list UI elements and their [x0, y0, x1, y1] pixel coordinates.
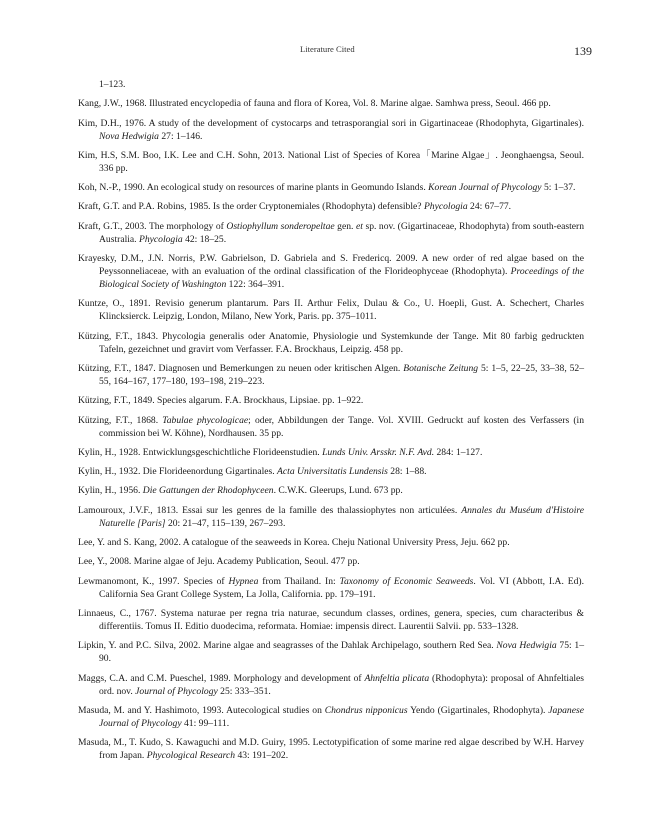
- reference-item: Lee, Y., 2008. Marine algae of Jeju. Academy Publication, Seoul. 477 pp.: [78, 556, 360, 568]
- running-head-title: Literature Cited: [300, 44, 355, 54]
- reference-item: Lewmanomont, K., 1997. Species of Hypnea from Thailand. In: Taxonomy of Economic Seaweeds. Vol. VI (Abbott, I.A. Ed). California Sea Grant College System, La Jolla, California. pp. 179–191.: [78, 575, 584, 600]
- reference-item: Kylin, H., 1932. Die Florideenordung Gigartinales. Acta Universitatis Lundensis 28: 1–88.: [78, 466, 427, 478]
- reference-item: Kylin, H., 1956. Die Gattungen der Rhodophyceen. C.W.K. Gleerups, Lund. 673 pp.: [78, 485, 403, 497]
- reference-item: Kuntze, O., 1891. Revisio generum plantarum. Pars II. Arthur Felix, Dulau & Co., U. Hoepli, Gust. A. Schechert, Charles Klincksierck. Leipzig, London, Milano, New York, Paris. pp. 375–1011.: [78, 298, 584, 323]
- reference-continuation: 1–123.: [99, 79, 126, 90]
- page-number: 139: [574, 44, 592, 58]
- reference-item: Masuda, M., T. Kudo, S. Kawaguchi and M.D. Guiry, 1995. Lectotypification of some marine red algae described by W.H. Harvey from Japan. Phycological Research 43: 191–202.: [78, 737, 584, 762]
- reference-item: Maggs, C.A. and C.M. Pueschel, 1989. Morphology and development of Ahnfeltia plicata (Rhodophyta): proposal of Ahnfeltiales ord. nov. Journal of Phycology 25: 333–351.: [78, 672, 584, 697]
- reference-list: [78, 78, 584, 768]
- reference-item: Krayesky, D.M., J.N. Norris, P.W. Gabrielson, D. Gabriela and S. Fredericq. 2009. A new order of red algae based on the Peyssonneliaceae, with an evaluation of the ordinal classification of the Florideophyceae (Rhodophyta). Proceedings of the Biological Society of Washington 122: 364–391.: [78, 253, 584, 291]
- reference-item: Linnaeus, C., 1767. Systema naturae per regna tria naturae, secundum classes, ordines, genera, species, cum characteribus & differentiis. Tomus II. Editio duodecima, reformata. Homiae: impensis direct. Laurentii Salvii. pp. 533–1328.: [78, 607, 584, 632]
- reference-item: Kraft, G.T. and P.A. Robins, 1985. Is the order Cryptonemiales (Rhodophyta) defensible? Phycologia 24: 67–77.: [78, 201, 512, 213]
- reference-item: Kraft, G.T., 2003. The morphology of Ostiophyllum sonderopeltae gen. et sp. nov. (Gigartinaceae, Rhodophyta) from south-eastern Australia. Phycologia 42: 18–25.: [78, 220, 585, 245]
- reference-item: Lamouroux, J.V.F., 1813. Essai sur les genres de la famille des thalassiophytes non articulées. Annales du Muséum d'Histoire Naturelle [Paris] 20: 21–47, 115–139, 267–293.: [78, 504, 584, 529]
- reference-item: Kützing, F.T., 1843. Phycologia generalis oder Anatomie, Physiologie und Systemkunde der Tange. Mit 80 farbig gedruckten Tafeln, gezeichnet und gravirt vom Verfasser. F.A. Brockhaus, Leipzig. 458 pp.: [78, 330, 584, 355]
- reference-item: Kützing, F.T., 1847. Diagnosen und Bemerkungen zu neuen oder kritischen Algen. Botanische Zeitung 5: 1–5, 22–25, 33–38, 52–55, 164–167, 177–180, 193–198, 219–223.: [78, 362, 585, 387]
- reference-item: Masuda, M. and Y. Hashimoto, 1993. Autecological studies on Chondrus nipponicus Yendo (Gigartinales, Rhodophyta). Japanese Journal of Phycology 41: 99–111.: [78, 704, 584, 729]
- reference-item: Kim, H.S, S.M. Boo, I.K. Lee and C.H. Sohn, 2013. National List of Species of Korea「Marine Algae」. Jeonghaengsa, Seoul. 336 pp.: [78, 149, 584, 174]
- reference-item: Lee, Y. and S. Kang, 2002. A catalogue of the seaweeds in Korea. Cheju National University Press, Jeju. 662 pp.: [78, 537, 510, 549]
- reference-item: Kützing, F.T., 1849. Species algarum. F.A. Brockhaus, Lipsiae. pp. 1–922.: [78, 395, 364, 407]
- reference-item: Kim, D.H., 1976. A study of the development of cystocarps and tetrasporangial sori in Gigartinaceae (Rhodophyta, Gigartinales). Nova Hedwigia 27: 1–146.: [78, 117, 584, 142]
- reference-item: Kylin, H., 1928. Entwicklungsgeschichtliche Florideenstudien. Lunds Univ. Arsskr. N.F. Avd. 284: 1–127.: [78, 446, 483, 458]
- reference-item: Kang, J.W., 1968. Illustrated encyclopedia of fauna and flora of Korea, Vol. 8. Marine algae. Samhwa press, Seoul. 466 pp.: [78, 98, 551, 110]
- reference-item: Lipkin, Y. and P.C. Silva, 2002. Marine algae and seagrasses of the Dahlak Archipelago, southern Red Sea. Nova Hedwigia 75: 1–90.: [78, 640, 584, 665]
- reference-item: Kützing, F.T., 1868. Tabulae phycologicae; oder, Abbildungen der Tange. Vol. XVIII. Gedruckt auf kosten des Verfassers (in commission bei W. Köhne), Nordhausen. 35 pp.: [78, 414, 585, 439]
- reference-item: Koh, N.-P., 1990. An ecological study on resources of marine plants in Geomundo Islands. Korean Journal of Phycology 5: 1–37.: [78, 182, 576, 194]
